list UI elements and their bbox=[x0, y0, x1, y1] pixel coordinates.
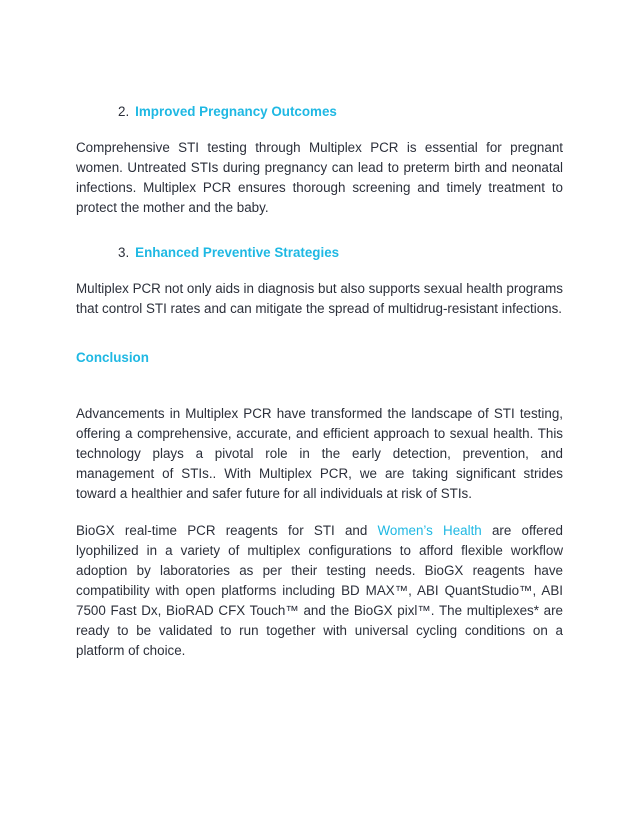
section-2-title: Improved Pregnancy Outcomes bbox=[135, 104, 337, 119]
biogx-paragraph bbox=[76, 521, 563, 661]
section-3-heading bbox=[118, 243, 339, 263]
conclusion-title: Conclusion bbox=[76, 350, 149, 365]
section-2-number: 2. bbox=[118, 104, 130, 119]
biogx-rest: are offered lyophilized in a variety of multiplex configurations to afford flexible workflow adoption by laboratories as per their testing needs. BioGX reagents have compatibility with open platforms including BD MAX™, ABI QuantStudio™, ABI 7500 Fast Dx, BioRAD CFX Touch™ and the BioGX pixl™. The multiplexes* are ready to be validated to run together with universal cycling conditions on a platform of choice. bbox=[76, 523, 563, 658]
biogx-intro: BioGX real-time PCR reagents for STI and bbox=[76, 523, 378, 538]
conclusion-heading bbox=[76, 348, 149, 368]
section-3-number: 3. bbox=[118, 245, 130, 260]
section-2-body: Comprehensive STI testing through Multiplex PCR is essential for pregnant women. Untreated STIs during pregnancy can lead to preterm birth and neonatal infections. Multiplex PCR ensures thorough screening and timely treatment to protect the mother and the baby. bbox=[76, 140, 563, 215]
section-3-body: Multiplex PCR not only aids in diagnosis but also supports sexual health programs that control STI rates and can mitigate the spread of multidrug-resistant infections. bbox=[76, 281, 563, 316]
section-3-title: Enhanced Preventive Strategies bbox=[135, 245, 340, 260]
conclusion-body: Advancements in Multiplex PCR have transformed the landscape of STI testing, offering a comprehensive, accurate, and efficient approach to sexual health. This technology plays a pivotal role in the early detection, prevention, and management of STIs.. With Multiplex PCR, we are taking significant strides toward a healthier and safer future for all individuals at risk of STIs. bbox=[76, 406, 563, 501]
section-2-heading bbox=[118, 102, 337, 122]
womens-health-link[interactable]: Women’s Health bbox=[377, 523, 482, 538]
